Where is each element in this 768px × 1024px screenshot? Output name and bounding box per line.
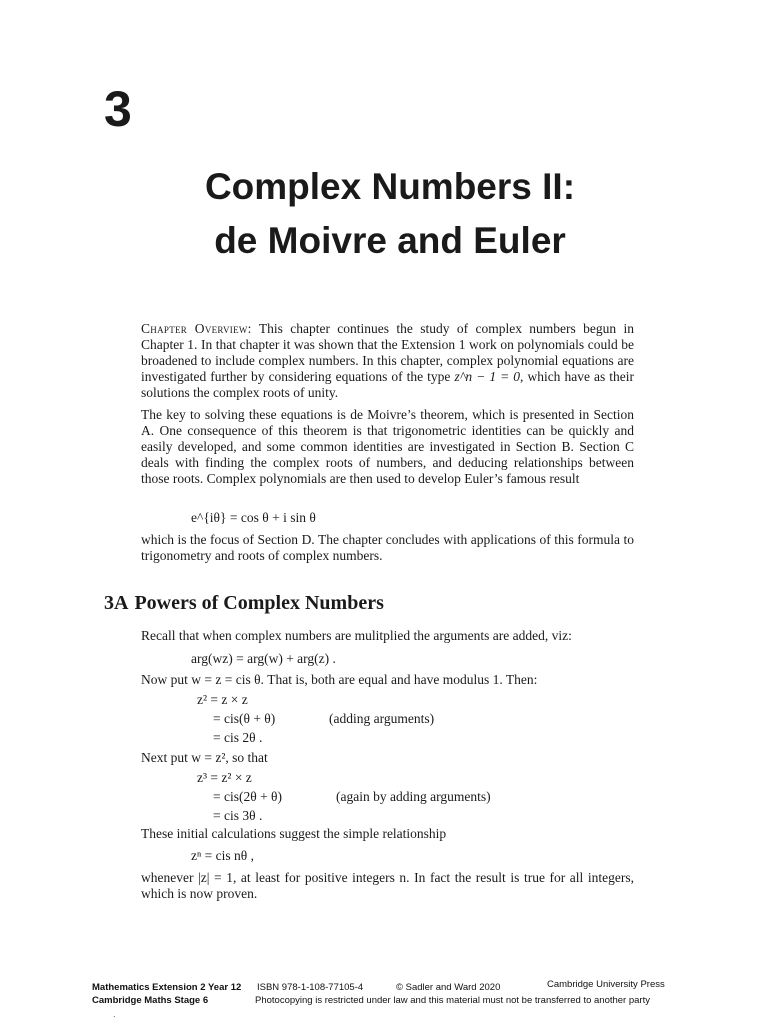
z2-line-2: = cis(θ + θ) <box>213 711 276 726</box>
section-number: 3A <box>104 592 129 614</box>
chapter-title-line-1: Complex Numbers II: <box>204 166 576 207</box>
overview-text-1: This chapter continues the study of complex numbers begun in Chapter 1. In that chapter it was shown that the Extension 1 work on polynomials could be broadened to include complex numbers. In this chapter, complex polynomial equations are investigated further by considering equations of the type <box>141 321 634 384</box>
overview-text-1-end: , which have as their solutions the complex roots of unity. <box>141 369 635 400</box>
whenever-paragraph: whenever |z| = 1, at least for positive integers n. In fact the result is true for all integers, which is now proven. <box>141 870 634 901</box>
overview-label: Chapter Overview: <box>141 321 252 336</box>
arg-rule: arg(wz) = arg(w) + arg(z) . <box>191 651 336 666</box>
z2-line-1: z² = z × z <box>197 692 248 707</box>
z3-line-2: = cis(2θ + θ) <box>213 789 283 804</box>
footer-notice: Photocopying is restricted under law and this material must not be transferred to another party <box>255 995 650 1006</box>
overview-paragraph-1 <box>141 321 634 401</box>
section-title: Powers of Complex Numbers <box>134 592 384 614</box>
next-put-line: Next put w = z², so that <box>141 750 268 765</box>
footer-publisher: Cambridge University Press <box>547 979 665 990</box>
footer-copyright: © Sadler and Ward 2020 <box>396 982 501 993</box>
suggest-line: These initial calculations suggest the simple relationship <box>141 826 447 841</box>
z3-line-1: z³ = z² × z <box>197 770 252 785</box>
page-mark: . <box>113 1010 116 1019</box>
section-intro: Recall that when complex numbers are mulitplied the arguments are added, viz: <box>141 628 572 643</box>
now-put-line: Now put w = z = cis θ. That is, both are equal and have modulus 1. Then: <box>141 672 538 687</box>
overview-inline-equation: z^n − 1 = 0 <box>454 369 521 384</box>
euler-formula: e^{iθ} = cos θ + i sin θ <box>191 510 316 525</box>
footer-book: Mathematics Extension 2 Year 12 <box>92 982 242 993</box>
section-heading <box>104 592 384 615</box>
zn-rule: zⁿ = cis nθ , <box>191 848 254 863</box>
overview-paragraph-2: The key to solving these equations is de Moivre’s theorem, which is presented in Section A. One consequence of this theorem is that trigonometric identities can be quickly and easily developed, and some common identities are investigated in Section B. Section C deals with finding the complex roots of numbers, and deducing relationships between those roots. Complex polynomials are then used to develop Euler’s famous result <box>141 407 634 486</box>
footer-series: Cambridge Maths Stage 6 <box>92 995 209 1006</box>
z2-line-3: = cis 2θ . <box>213 730 263 745</box>
chapter-title <box>120 160 660 268</box>
overview-paragraph-3: which is the focus of Section D. The chapter concludes with applications of this formula to trigonometry and roots of complex numbers. <box>141 532 634 563</box>
chapter-number: 3 <box>104 81 132 137</box>
chapter-title-line-2: de Moivre and Euler <box>214 220 566 261</box>
z3-line-3: = cis 3θ . <box>213 808 263 823</box>
z3-note: (again by adding arguments) <box>336 789 491 804</box>
footer-isbn: ISBN 978-1-108-77105-4 <box>257 982 364 993</box>
z2-note: (adding arguments) <box>329 711 435 726</box>
